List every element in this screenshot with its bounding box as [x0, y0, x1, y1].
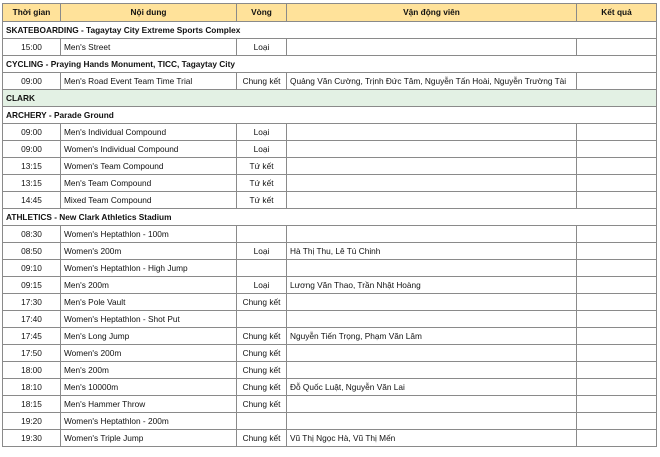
table-row — [3, 73, 657, 90]
event-cell: Men's 10000m — [61, 379, 237, 396]
round-cell: Chung kết — [237, 379, 287, 396]
event-cell: Men's Individual Compound — [61, 124, 237, 141]
sport-venue-title: SKATEBOARDING - Tagaytay City Extreme Sports Complex — [3, 22, 657, 39]
result-cell — [577, 294, 657, 311]
time-cell: 18:10 — [3, 379, 61, 396]
sport-venue-title: ATHLETICS - New Clark Athletics Stadium — [3, 209, 657, 226]
table-row — [3, 413, 657, 430]
header-row — [3, 4, 657, 22]
event-cell: Women's Heptathlon - 200m — [61, 413, 237, 430]
time-cell: 09:00 — [3, 141, 61, 158]
time-cell: 09:00 — [3, 124, 61, 141]
event-cell: Women's Individual Compound — [61, 141, 237, 158]
event-cell: Men's Team Compound — [61, 175, 237, 192]
table-row — [3, 226, 657, 243]
table-row — [3, 141, 657, 158]
result-cell — [577, 413, 657, 430]
athletes-cell — [287, 345, 577, 362]
athletes-cell — [287, 294, 577, 311]
table-row — [3, 260, 657, 277]
round-cell: Chung kết — [237, 73, 287, 90]
athletes-cell: Lương Văn Thao, Trần Nhật Hoàng — [287, 277, 577, 294]
table-row — [3, 243, 657, 260]
athletes-cell — [287, 260, 577, 277]
table-row — [3, 277, 657, 294]
time-cell: 19:30 — [3, 430, 61, 447]
time-cell: 09:10 — [3, 260, 61, 277]
result-cell — [577, 73, 657, 90]
sport-header-row — [3, 209, 657, 226]
result-cell — [577, 260, 657, 277]
athletes-cell — [287, 141, 577, 158]
event-cell: Men's Street — [61, 39, 237, 56]
col-header-result: Kết quả — [577, 4, 657, 22]
time-cell: 08:50 — [3, 243, 61, 260]
col-header-round: Vòng — [237, 4, 287, 22]
round-cell: Tứ kết — [237, 192, 287, 209]
event-cell: Women's Team Compound — [61, 158, 237, 175]
time-cell: 08:30 — [3, 226, 61, 243]
round-cell: Tứ kết — [237, 175, 287, 192]
round-cell: Chung kết — [237, 362, 287, 379]
table-row — [3, 379, 657, 396]
result-cell — [577, 277, 657, 294]
time-cell: 09:15 — [3, 277, 61, 294]
result-cell — [577, 39, 657, 56]
event-cell: Men's Pole Vault — [61, 294, 237, 311]
result-cell — [577, 175, 657, 192]
athletes-cell — [287, 396, 577, 413]
round-cell — [237, 311, 287, 328]
time-cell: 18:15 — [3, 396, 61, 413]
result-cell — [577, 430, 657, 447]
round-cell: Chung kết — [237, 396, 287, 413]
event-cell: Women's Heptathlon - Shot Put — [61, 311, 237, 328]
round-cell: Chung kết — [237, 294, 287, 311]
event-cell: Men's Long Jump — [61, 328, 237, 345]
athletes-cell: Nguyễn Tiến Trọng, Phạm Văn Lâm — [287, 328, 577, 345]
athletes-cell — [287, 175, 577, 192]
result-cell — [577, 328, 657, 345]
sport-header-row — [3, 56, 657, 73]
athletes-cell: Hà Thị Thu, Lê Tú Chinh — [287, 243, 577, 260]
event-cell: Men's Hammer Throw — [61, 396, 237, 413]
result-cell — [577, 158, 657, 175]
time-cell: 17:50 — [3, 345, 61, 362]
table-row — [3, 192, 657, 209]
table-row — [3, 430, 657, 447]
table-row — [3, 345, 657, 362]
event-cell: Men's Road Event Team Time Trial — [61, 73, 237, 90]
result-cell — [577, 141, 657, 158]
col-header-time: Thời gian — [3, 4, 61, 22]
time-cell: 17:30 — [3, 294, 61, 311]
table-row — [3, 311, 657, 328]
table-row — [3, 158, 657, 175]
event-cell: Women's 200m — [61, 345, 237, 362]
round-cell: Loại — [237, 277, 287, 294]
round-cell: Chung kết — [237, 328, 287, 345]
time-cell: 18:00 — [3, 362, 61, 379]
time-cell: 13:15 — [3, 175, 61, 192]
time-cell: 15:00 — [3, 39, 61, 56]
event-cell: Women's Heptathlon - High Jump — [61, 260, 237, 277]
round-cell: Loại — [237, 141, 287, 158]
athletes-cell — [287, 158, 577, 175]
round-cell — [237, 413, 287, 430]
table-row — [3, 124, 657, 141]
col-header-athletes: Vận động viên — [287, 4, 577, 22]
athletes-cell — [287, 124, 577, 141]
athletes-cell — [287, 311, 577, 328]
athletes-cell — [287, 192, 577, 209]
table-row — [3, 39, 657, 56]
athletes-cell — [287, 362, 577, 379]
schedule-body — [3, 22, 657, 447]
table-row — [3, 294, 657, 311]
round-cell — [237, 260, 287, 277]
table-row — [3, 362, 657, 379]
athletes-cell — [287, 413, 577, 430]
result-cell — [577, 226, 657, 243]
sport-header-row — [3, 22, 657, 39]
round-cell: Loại — [237, 243, 287, 260]
athletes-cell — [287, 226, 577, 243]
round-cell: Loại — [237, 39, 287, 56]
athletes-cell: Vũ Thị Ngọc Hà, Vũ Thị Mến — [287, 430, 577, 447]
col-header-event: Nội dung — [61, 4, 237, 22]
event-cell: Women's 200m — [61, 243, 237, 260]
event-cell: Mixed Team Compound — [61, 192, 237, 209]
time-cell: 09:00 — [3, 73, 61, 90]
round-cell — [237, 226, 287, 243]
round-cell: Chung kết — [237, 345, 287, 362]
result-cell — [577, 124, 657, 141]
result-cell — [577, 345, 657, 362]
time-cell: 19:20 — [3, 413, 61, 430]
table-row — [3, 175, 657, 192]
sport-venue-title: ARCHERY - Parade Ground — [3, 107, 657, 124]
round-cell: Tứ kết — [237, 158, 287, 175]
result-cell — [577, 396, 657, 413]
region-header-row — [3, 90, 657, 107]
sport-venue-title: CYCLING - Praying Hands Monument, TICC, Tagaytay City — [3, 56, 657, 73]
time-cell: 17:40 — [3, 311, 61, 328]
round-cell: Loại — [237, 124, 287, 141]
athletes-cell — [287, 39, 577, 56]
time-cell: 13:15 — [3, 158, 61, 175]
table-row — [3, 328, 657, 345]
athletes-cell: Quảng Văn Cường, Trịnh Đức Tâm, Nguyễn Tấn Hoài, Nguyễn Trường Tài — [287, 73, 577, 90]
event-cell: Men's 200m — [61, 362, 237, 379]
time-cell: 17:45 — [3, 328, 61, 345]
event-cell: Men's 200m — [61, 277, 237, 294]
table-row — [3, 396, 657, 413]
result-cell — [577, 243, 657, 260]
event-cell: Women's Heptathlon - 100m — [61, 226, 237, 243]
round-cell: Chung kết — [237, 430, 287, 447]
region-title: CLARK — [3, 90, 657, 107]
event-cell: Women's Triple Jump — [61, 430, 237, 447]
result-cell — [577, 379, 657, 396]
sport-header-row — [3, 107, 657, 124]
schedule-table — [2, 3, 657, 447]
result-cell — [577, 192, 657, 209]
time-cell: 14:45 — [3, 192, 61, 209]
athletes-cell: Đỗ Quốc Luật, Nguyễn Văn Lai — [287, 379, 577, 396]
result-cell — [577, 311, 657, 328]
result-cell — [577, 362, 657, 379]
